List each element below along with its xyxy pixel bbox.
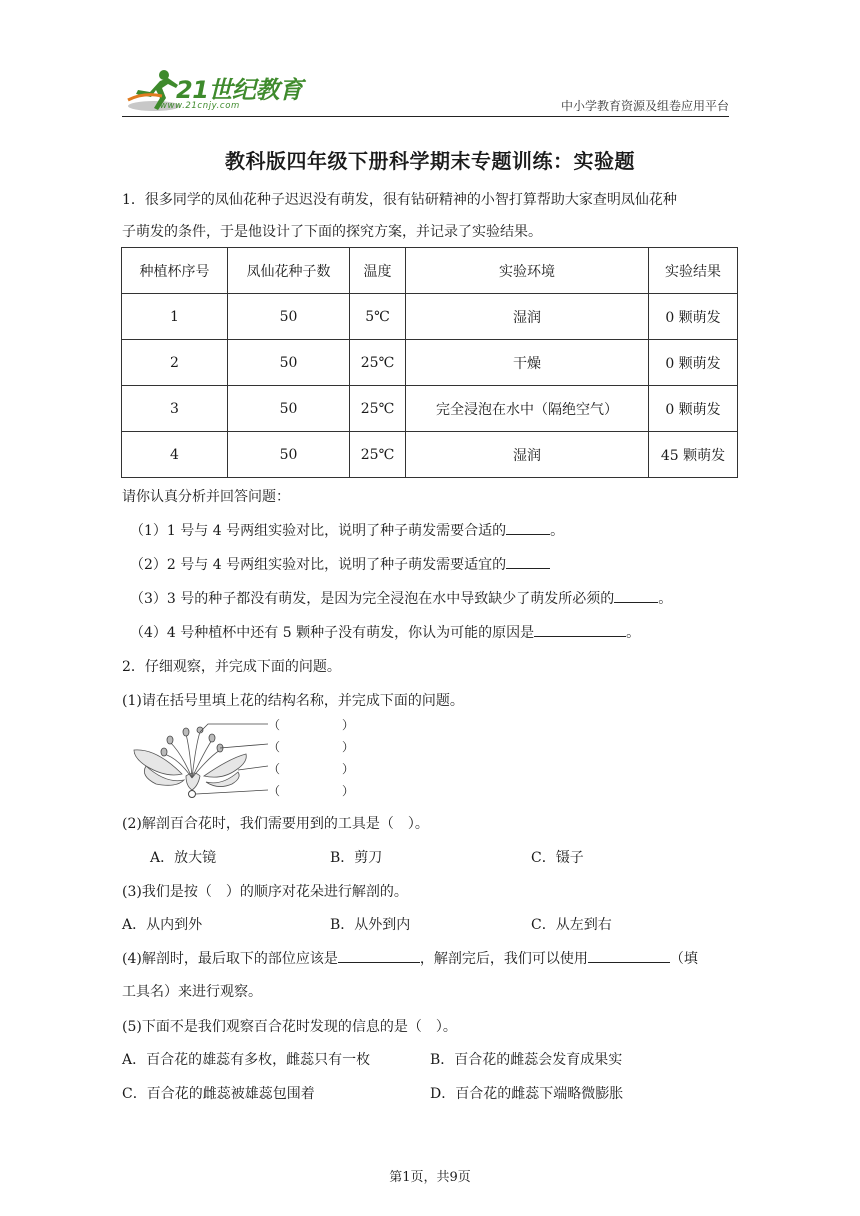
- table-cell: 45 颗萌发: [649, 432, 738, 478]
- table-cell: 2: [122, 340, 228, 386]
- q1-sub4-end: 。: [626, 625, 641, 641]
- label-blank-4[interactable]: [268, 782, 354, 799]
- table-cell: 5℃: [350, 294, 406, 340]
- q2-part5: (5)下面不是我们观察百合花时发现的信息的是（ ）。: [122, 1019, 457, 1035]
- table-header-cell: 凤仙花种子数: [228, 248, 350, 294]
- paren-close: ）: [342, 762, 355, 776]
- answer-blank[interactable]: [534, 622, 626, 637]
- option-a[interactable]: A．百合花的雄蕊有多枚，雌蕊只有一枚: [122, 1052, 371, 1068]
- logo-text: 21世纪教育: [176, 76, 303, 104]
- q2-part4-text-a: (4)解剖时，最后取下的部位应该是: [122, 951, 338, 967]
- option-a[interactable]: A．放大镜: [150, 850, 217, 866]
- table-cell: 1: [122, 294, 228, 340]
- table-cell: 25℃: [350, 340, 406, 386]
- q1-sub2-text: （2）2 号与 4 号两组实验对比，说明了种子萌发需要适宜的: [130, 557, 507, 573]
- table-cell: 干燥: [406, 340, 649, 386]
- table-header-cell: 温度: [350, 248, 406, 294]
- table-cell: 50: [228, 340, 350, 386]
- q2-part2: (2)解剖百合花时，我们需要用到的工具是（ ）。: [122, 816, 429, 832]
- table-cell: 湿润: [406, 432, 649, 478]
- answer-blank[interactable]: [338, 948, 420, 963]
- table-cell: 50: [228, 432, 350, 478]
- table-row: [122, 340, 738, 386]
- table-cell: 50: [228, 386, 350, 432]
- lily-flower-diagram: [126, 714, 276, 800]
- paren-close: ）: [342, 718, 355, 732]
- table-row: [122, 386, 738, 432]
- answer-blank[interactable]: [614, 588, 658, 603]
- q1-stem-line1: 1．很多同学的凤仙花种子迟迟没有萌发，很有钻研精神的小智打算帮助大家查明凤仙花种: [122, 192, 677, 208]
- table-cell: 完全浸泡在水中（隔绝空气）: [406, 386, 649, 432]
- table-cell: 4: [122, 432, 228, 478]
- table-header-cell: 种植杯序号: [122, 248, 228, 294]
- option-c[interactable]: C．从左到右: [531, 917, 612, 933]
- table-row: [122, 294, 738, 340]
- page-title: 教科版四年级下册科学期末专题训练：实验题: [225, 149, 635, 173]
- paren-open: （: [268, 784, 281, 798]
- table-cell: 25℃: [350, 432, 406, 478]
- answer-blank[interactable]: [506, 520, 550, 535]
- option-c[interactable]: C．镊子: [531, 850, 584, 866]
- table-row: [122, 432, 738, 478]
- paren-close: ）: [342, 784, 355, 798]
- q2-stem: 2．仔细观察，并完成下面的问题。: [122, 659, 341, 675]
- table-header-cell: 实验结果: [649, 248, 738, 294]
- q2-part1: (1)请在括号里填上花的结构名称，并完成下面的问题。: [122, 693, 464, 709]
- option-a[interactable]: A．从内到外: [122, 917, 203, 933]
- q1-sub4: [130, 622, 640, 642]
- q1-stem-line2: 子萌发的条件，于是他设计了下面的探究方案，并记录了实验结果。: [122, 224, 542, 240]
- paren-open: （: [268, 718, 281, 732]
- paren-close: ）: [342, 740, 355, 754]
- header-divider: [122, 116, 729, 117]
- table-cell: 湿润: [406, 294, 649, 340]
- option-b[interactable]: B．从外到内: [330, 917, 411, 933]
- header-platform-text: 中小学教育资源及组卷应用平台: [560, 99, 729, 113]
- q2-part4-text-b: ，解剖完后，我们可以使用: [419, 951, 588, 967]
- q2-part3: (3)我们是按（ ）的顺序对花朵进行解剖的。: [122, 884, 408, 900]
- table-cell: 3: [122, 386, 228, 432]
- q1-sub3: [130, 588, 672, 608]
- option-b[interactable]: B．剪刀: [330, 850, 383, 866]
- q1-sub3-end: 。: [658, 591, 673, 607]
- q1-sub4-text: （4）4 号种植杯中还有 5 颗种子没有萌发，你认为可能的原因是: [130, 625, 535, 641]
- table-header-cell: 实验环境: [406, 248, 649, 294]
- option-b[interactable]: B．百合花的雌蕊会发育成果实: [430, 1052, 623, 1068]
- label-blank-2[interactable]: [268, 738, 354, 755]
- q1-prompt: 请你认真分析并回答问题：: [122, 489, 290, 505]
- table-header-row: [122, 248, 738, 294]
- table-cell: 50: [228, 294, 350, 340]
- q1-sub1: [130, 520, 564, 540]
- answer-blank[interactable]: [506, 554, 550, 569]
- table-cell: 25℃: [350, 386, 406, 432]
- label-blank-1[interactable]: [268, 716, 354, 733]
- table-cell: 0 颗萌发: [649, 386, 738, 432]
- option-d[interactable]: D．百合花的雌蕊下端略微膨胀: [430, 1086, 624, 1102]
- q2-part4-line2: 工具名）来进行观察。: [122, 984, 262, 1000]
- label-blank-3[interactable]: [268, 760, 354, 777]
- logo-url: www.21cnjy.com: [160, 101, 240, 111]
- q1-sub1-text: （1）1 号与 4 号两组实验对比，说明了种子萌发需要合适的: [130, 523, 507, 539]
- option-c[interactable]: C．百合花的雌蕊被雄蕊包围着: [122, 1086, 315, 1102]
- q2-part4: [122, 948, 698, 968]
- q1-sub3-text: （3）3 号的种子都没有萌发，是因为完全浸泡在水中导致缺少了萌发所必须的: [130, 591, 615, 607]
- q1-sub2: [130, 554, 550, 574]
- page-footer: 第1页，共9页: [389, 1170, 471, 1185]
- q1-sub1-end: 。: [550, 523, 565, 539]
- paren-open: （: [268, 762, 281, 776]
- q2-part4-text-c: （填: [669, 951, 698, 967]
- table-cell: 0 颗萌发: [649, 340, 738, 386]
- experiment-table: [121, 247, 738, 478]
- answer-blank[interactable]: [588, 948, 670, 963]
- table-cell: 0 颗萌发: [649, 294, 738, 340]
- paren-open: （: [268, 740, 281, 754]
